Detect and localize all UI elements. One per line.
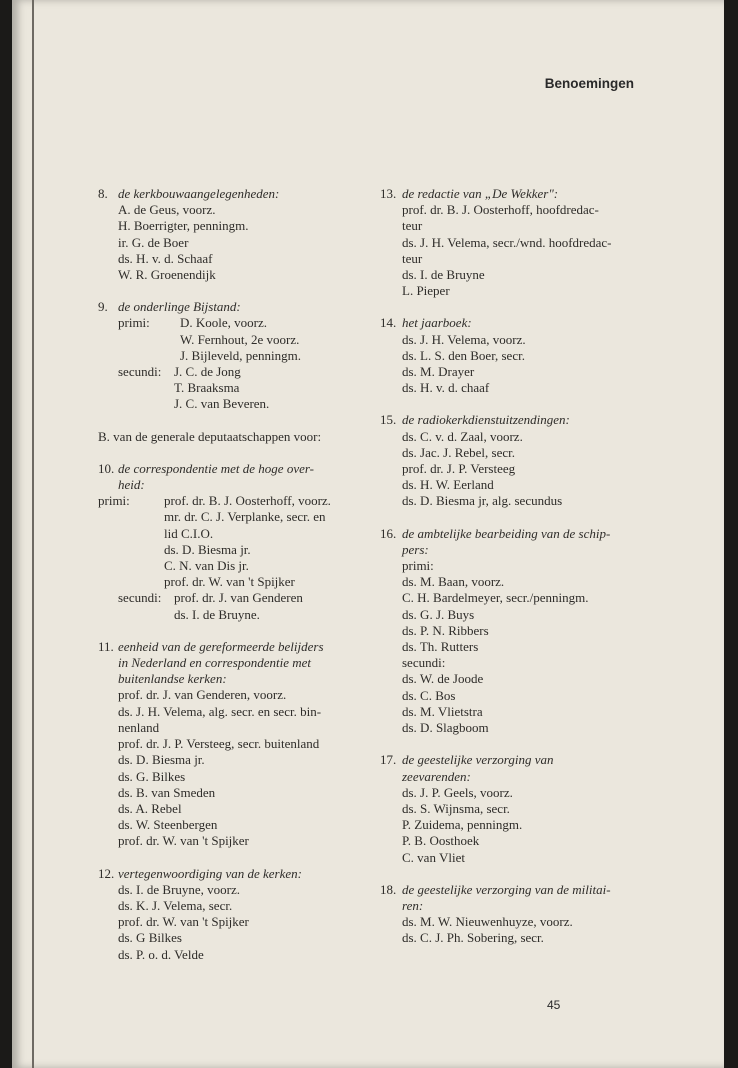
- secundi-label: secundi:: [118, 590, 162, 606]
- left-column: [98, 186, 366, 963]
- list-item: C. van Vliet: [402, 849, 465, 865]
- right-column: [380, 186, 648, 947]
- section-10: [98, 461, 366, 623]
- section-title-cont: buitenlandse kerken:: [118, 671, 227, 687]
- list-item: prof. dr. W. van 't Spijker: [118, 914, 249, 930]
- section-title: de correspondentie met de hoge over-: [118, 460, 314, 476]
- list-item: A. de Geus, voorz.: [118, 202, 216, 218]
- page-header-title: Benoemingen: [544, 76, 634, 91]
- list-item: T. Braaksma: [174, 380, 240, 396]
- list-item: nenland: [118, 719, 160, 735]
- section-title: de geestelijke verzorging van: [402, 752, 554, 768]
- list-item: ds. Jac. J. Rebel, secr.: [402, 444, 516, 460]
- list-item: ds. W. de Joode: [402, 671, 484, 687]
- list-item: ds. D. Biesma jr.: [164, 541, 251, 557]
- list-item: ir. G. de Boer: [118, 234, 189, 250]
- list-item: J. Bijleveld, penningm.: [180, 347, 301, 363]
- list-item: ds. M. Drayer: [402, 364, 475, 380]
- section-16: [380, 526, 648, 737]
- section-title: de redactie van „De Wekker":: [402, 186, 559, 201]
- list-item: ds. G Bilkes: [118, 930, 182, 946]
- section-number: 15.: [380, 412, 397, 428]
- list-item: ds. H. W. Eerland: [402, 477, 494, 493]
- list-item: ds. P. o. d. Velde: [118, 946, 204, 962]
- list-item: prof. dr. B. J. Oosterhoff, hoofdredac-: [402, 202, 599, 218]
- section-9: [98, 299, 366, 412]
- primi-label: primi:: [118, 315, 150, 331]
- list-item: ds. J. P. Geels, voorz.: [402, 784, 513, 800]
- list-item: ds. H. v. d. Schaaf: [118, 250, 213, 266]
- section-number: 12.: [98, 865, 115, 881]
- list-item: W. R. Groenendijk: [118, 267, 216, 283]
- page-number: 45: [547, 998, 561, 1012]
- section-15: [380, 412, 648, 509]
- list-item: ds. Th. Rutters: [402, 639, 479, 655]
- list-item: teur: [402, 218, 423, 234]
- list-item: ds. W. Steenbergen: [118, 817, 218, 833]
- section-title: de geestelijke verzorging van de militai-: [402, 881, 611, 897]
- list-item: ds. H. v. d. chaaf: [402, 380, 490, 396]
- list-item: ds. C. Bos: [402, 687, 456, 703]
- list-item: ds. L. S. den Boer, secr.: [402, 347, 525, 363]
- list-item: ds. B. van Smeden: [118, 784, 216, 800]
- list-item: prof. dr. J. van Genderen: [174, 590, 303, 606]
- list-item: ds. I. de Bruyne: [402, 267, 485, 283]
- list-item: ds. J. H. Velema, secr./wnd. hoofdredac-: [402, 234, 612, 250]
- list-item: P. B. Oosthoek: [402, 833, 480, 849]
- list-item: ds. M. W. Nieuwenhuyze, voorz.: [402, 914, 573, 930]
- list-item: D. Koole, voorz.: [180, 315, 268, 331]
- section-number: 14.: [380, 315, 397, 331]
- list-item: ds. C. J. Ph. Sobering, secr.: [402, 930, 544, 946]
- section-number: 10.: [98, 460, 115, 476]
- list-item: ds. K. J. Velema, secr.: [118, 897, 233, 913]
- section-title: de onderlinge Bijstand:: [118, 299, 241, 315]
- section-number: 13.: [380, 186, 397, 201]
- list-item: primi:: [402, 558, 434, 574]
- section-title-cont: in Nederland en correspondentie met: [118, 655, 312, 671]
- list-item: ds. S. Wijnsma, secr.: [402, 800, 510, 816]
- section-13: [380, 186, 648, 299]
- section-b-heading: B. van de generale deputaatschappen voor:: [98, 428, 322, 444]
- list-item: lid C.I.O.: [164, 525, 214, 541]
- list-item: ds. D. Slagboom: [402, 720, 489, 736]
- list-item: H. Boerrigter, penningm.: [118, 218, 249, 234]
- list-item: L. Pieper: [402, 283, 450, 299]
- list-item: mr. dr. C. J. Verplanke, secr. en: [164, 509, 326, 525]
- section-18: [380, 882, 648, 947]
- section-11: [98, 639, 366, 850]
- list-item: teur: [402, 250, 423, 266]
- section-title: eenheid van de gereformeerde belijders: [118, 638, 324, 654]
- list-item: W. Fernhout, 2e voorz.: [180, 331, 300, 347]
- section-b: [98, 429, 366, 445]
- list-item: prof. dr. B. J. Oosterhoff, voorz.: [164, 493, 331, 509]
- section-number: 18.: [380, 881, 397, 897]
- list-item: ds. G. Bilkes: [118, 768, 186, 784]
- section-14: [380, 315, 648, 396]
- section-title-cont: ren:: [402, 897, 424, 913]
- list-item: prof. dr. J. P. Versteeg, secr. buitenland: [118, 736, 320, 752]
- section-title: vertegenwoordiging van de kerken:: [118, 865, 302, 881]
- section-number: 9.: [98, 299, 108, 315]
- section-number: 8.: [98, 186, 108, 201]
- list-item: J. C. van Beveren.: [174, 396, 270, 412]
- section-number: 11.: [98, 638, 114, 654]
- list-item: P. Zuidema, penningm.: [402, 817, 523, 833]
- list-item: secundi:: [402, 655, 446, 671]
- list-item: prof. dr. W. van 't Spijker: [118, 833, 249, 849]
- list-item: ds. G. J. Buys: [402, 606, 475, 622]
- document-page: [12, 0, 724, 1068]
- list-item: ds. A. Rebel: [118, 800, 182, 816]
- section-title: het jaarboek:: [402, 315, 472, 331]
- list-item: ds. M. Vlietstra: [402, 703, 483, 719]
- section-17: [380, 752, 648, 865]
- list-item: ds. J. H. Velema, voorz.: [402, 331, 526, 347]
- list-item: ds. D. Biesma jr.: [118, 752, 205, 768]
- list-item: C. N. van Dis jr.: [164, 558, 249, 574]
- list-item: ds. I. de Bruyne.: [174, 606, 260, 622]
- section-title: de radiokerkdienstuitzendingen:: [402, 412, 570, 428]
- list-item: J. C. de Jong: [174, 364, 241, 380]
- section-number: 16.: [380, 525, 397, 541]
- list-item: ds. D. Biesma jr, alg. secundus: [402, 493, 563, 509]
- section-number: 17.: [380, 752, 397, 768]
- secundi-label: secundi:: [118, 364, 162, 380]
- section-8: [98, 186, 366, 283]
- section-title-cont: heid:: [118, 477, 145, 493]
- list-item: ds. I. de Bruyne, voorz.: [118, 881, 241, 897]
- list-item: prof. dr. J. van Genderen, voorz.: [118, 687, 287, 703]
- primi-label: primi:: [98, 493, 130, 509]
- section-12: [98, 866, 366, 963]
- list-item: C. H. Bardelmeyer, secr./penningm.: [402, 590, 589, 606]
- list-item: prof. dr. J. P. Versteeg: [402, 461, 516, 477]
- list-item: ds. J. H. Velema, alg. secr. en secr. bin-: [118, 703, 322, 719]
- binding-edge: [32, 0, 34, 1068]
- section-title-cont: zeevarenden:: [402, 768, 471, 784]
- section-title: de kerkbouwaangelegenheden:: [118, 186, 280, 201]
- list-item: ds. C. v. d. Zaal, voorz.: [402, 428, 523, 444]
- list-item: prof. dr. W. van 't Spijker: [164, 574, 295, 590]
- section-title: de ambtelijke bearbeiding van de schip-: [402, 525, 611, 541]
- list-item: ds. M. Baan, voorz.: [402, 574, 505, 590]
- section-title-cont: pers:: [402, 541, 429, 557]
- list-item: ds. P. N. Ribbers: [402, 622, 489, 638]
